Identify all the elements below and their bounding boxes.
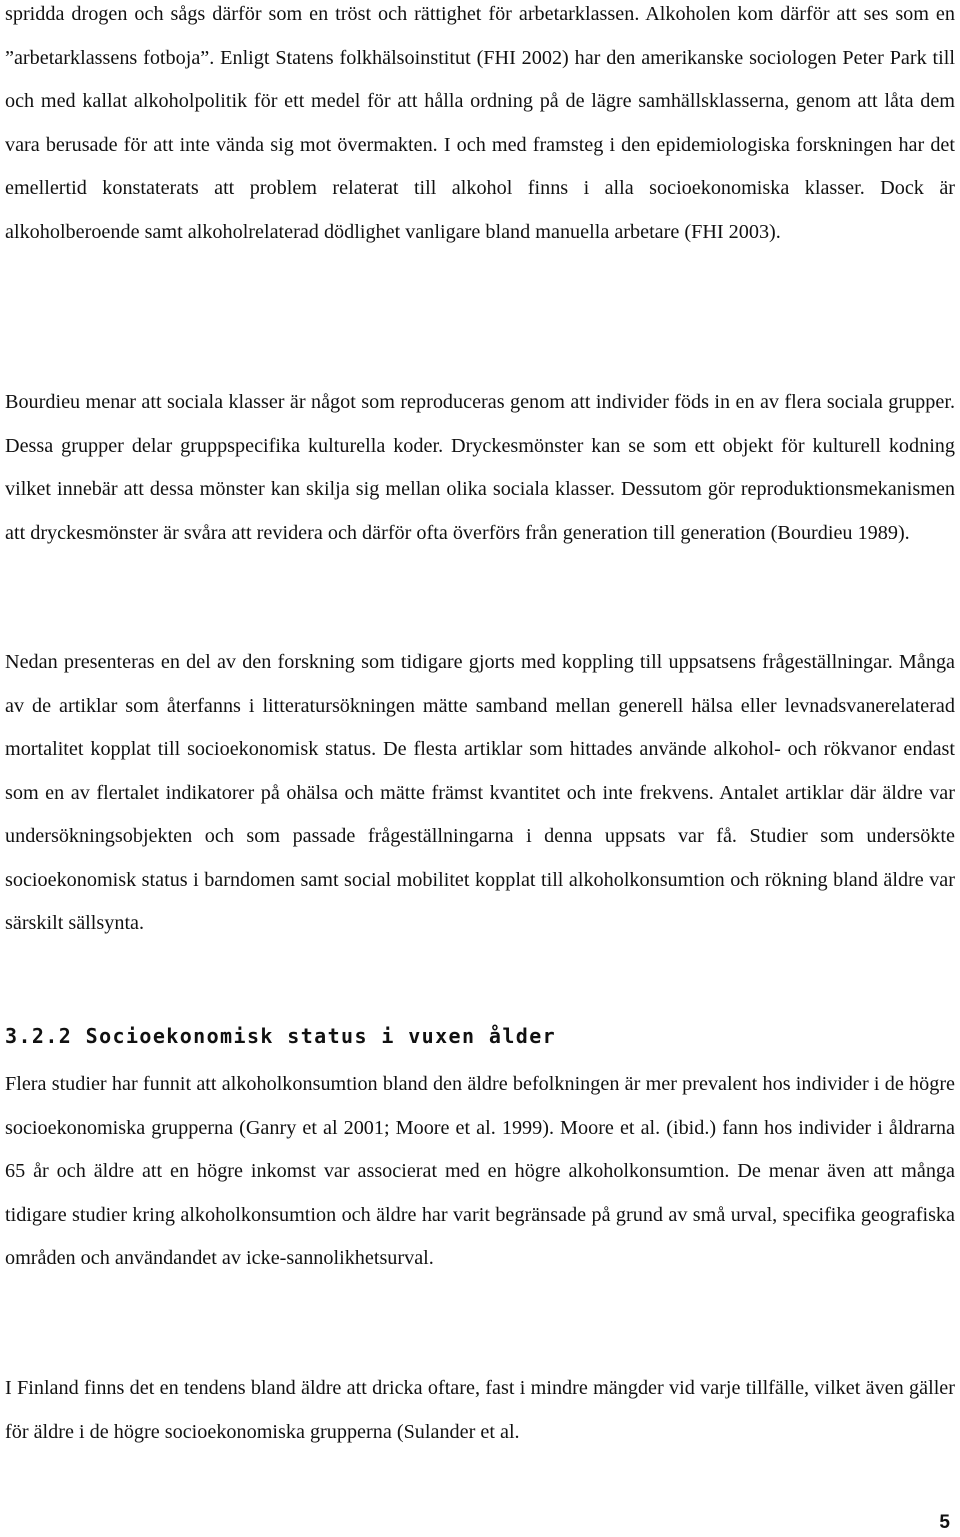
paragraph-bourdieu: Bourdieu menar att sociala klasser är något som reproduceras genom att individer föds in en av flera sociala grupper. Dessa grupper delar gruppspecifika kulturella koder. Dryckesmönster kan se som ett objekt för kulturell kodning vilket innebär att dessa mönster kan skilja sig mellan olika sociala klasser. Dessutom gör reproduktionsmekanismen att dryckesmönster är svåra att revidera och därför ofta överförs från generation till generation (Bourdieu 1989). [5, 391, 955, 544]
paragraph-research-overview: Nedan presenteras en del av den forskning som tidigare gjorts med koppling till uppsatsens frågeställningar. Många av de artiklar som återfanns i litteratursökningen mätte samband mellan generell hälsa eller levnadsvanerelaterad mortalitet kopplat till socioekonomisk status. De flesta artiklar som hittades använde alkohol- och rökvanor endast som en av flertalet indikatorer på ohälsa och mätte främst kvantitet och inte frekvens. Antalet artiklar där äldre var undersökningsobjekten och som passade frågeställningarna i denna uppsats var få. Studier som undersökte socioekonomisk status i barndomen samt social mobilitet kopplat till alkoholkonsumtion och rökning bland äldre var särskilt sällsynta. [5, 651, 955, 934]
paragraph-finland: I Finland finns det en tendens bland äldre att dricka oftare, fast i mindre mängder vid varje tillfälle, vilket även gäller för äldre i de högre socioekonomiska grupperna (Sulander et al. [5, 1377, 955, 1443]
page-number: 5 [939, 1512, 950, 1533]
paragraph-alcohol-history: spridda drogen och sågs därför som en tröst och rättighet för arbetarklassen. Alkoholen kom därför att ses som en ”arbetarklassens fotboja”. Enligt Statens folkhälsoinstitut (FHI 2002) har den amerikanske sociologen Peter Park till och med kallat alkoholpolitik för ett medel för att hålla ordning på de lägre samhällsklasserna, genom att låta dem vara berusade för att inte vända sig mot övermakten. I och med framsteg i den epidemiologiska forskningen har det emellertid konstaterats att problem relaterat till alkohol finns i alla socioekonomiska klasser. Dock är alkoholberoende samt alkoholrelaterad dödlighet vanligare bland manuella arbetare (FHI 2003). [5, 3, 955, 243]
document-page [5, 0, 955, 1537]
section-heading: 3.2.2 Socioekonomisk status i vuxen ålder [5, 1024, 557, 1048]
paragraph-adult-socioeconomic-status: Flera studier har funnit att alkoholkonsumtion bland den äldre befolkningen är mer prevalent hos individer i de högre socioekonomiska grupperna (Ganry et al 2001; Moore et al. 1999). Moore et al. (ibid.) fann hos individer i åldrarna 65 år och äldre att en högre inkomst var associerat med en högre alkoholkonsumtion. De menar även att många tidigare studier kring alkoholkonsumtion och äldre har varit begränsade på grund av små urval, specifika geografiska områden och användandet av icke-sannolikhetsurval. [5, 1073, 955, 1269]
